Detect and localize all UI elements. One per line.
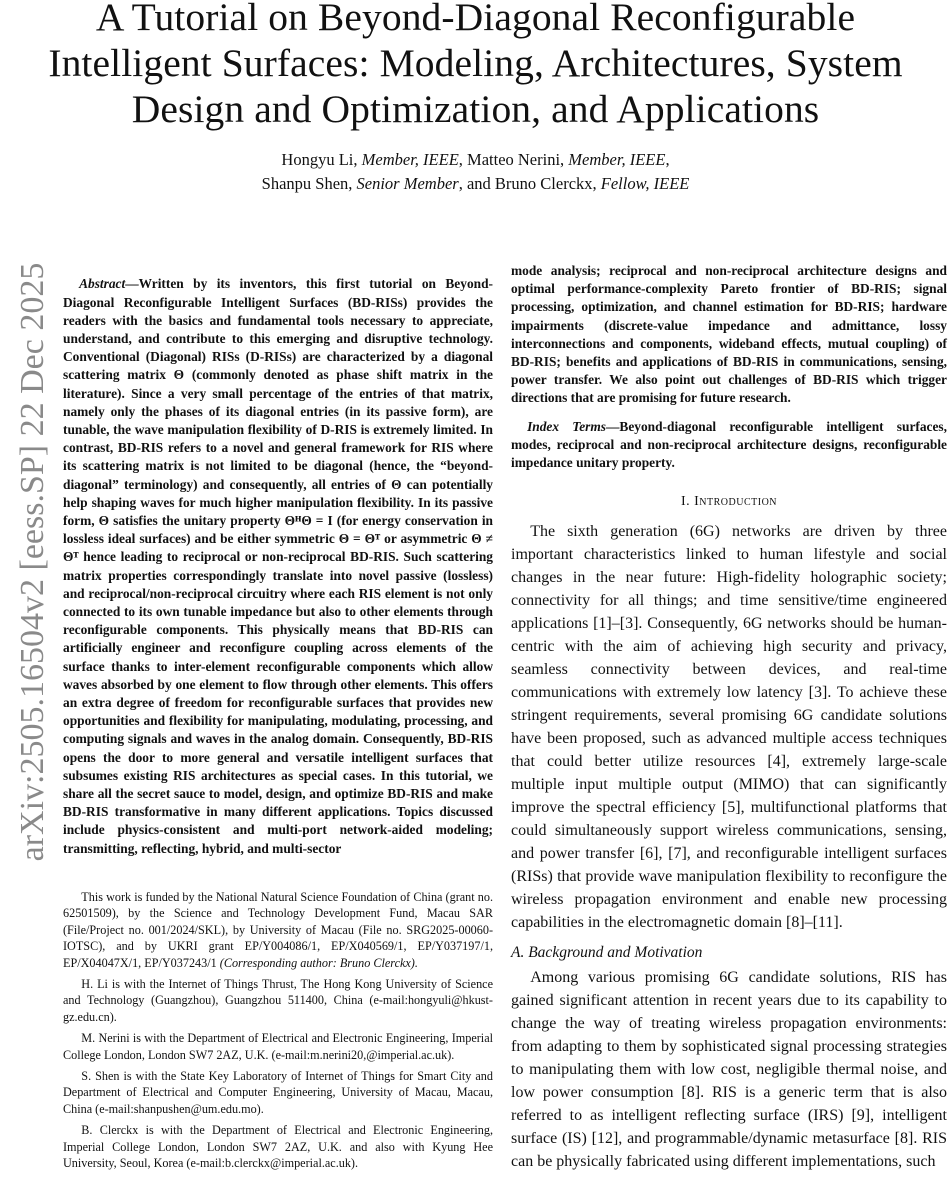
introduction-paragraph: The sixth generation (6G) networks are driven by three important characteristics linked to human lifestyle and social changes in the near future: High-fidelity holographic society; connectivity for all things; and time sensitive/time engineered applications [1]–[3]. Consequently, 6G networks should be human-centric with the aim of achieving high security and privacy, seamless connectivity between devices, and real-time communications with extremely low latency [3]. To achieve these stringent requirements, several promising 6G candidate solutions have been proposed, such as advanced multiple access techniques that could better utilize resources [4], extremely large-scale multiple input multiple output (MIMO) that can significantly improve the spectral efficiency [5], multifunctional platforms that could simultaneously support wireless communications, sensing, and power transfer [6], [7], and reconfigurable intelligent surfaces (RISs) that provide wave manipulation flexibility to reconfigure the wireless propagation environment and enable new processing capabilities in the electromagnetic domain [8]–[11]. (511, 523, 947, 932)
author-role: Member, IEEE (361, 150, 459, 169)
arxiv-identifier: arXiv:2505.16504v2 [eess.SP] 22 Dec 2025 (14, 262, 51, 862)
footnote-text: M. Nerini is with the Department of Electrical and Electronic Engineering, Imperial College London, London SW7 2AZ, U.K. (e-mail:m.nerini20,@imperial.ac.uk). (63, 1031, 493, 1062)
author-line-1: Hongyu Li, Member, IEEE, Matteo Nerini, Member, IEEE, (281, 150, 670, 169)
author-list (20, 148, 931, 196)
author-role: Senior Member (356, 174, 459, 193)
author-role: Member, IEEE (568, 150, 666, 169)
author-name: Hongyu Li (281, 150, 354, 169)
footnote-affiliation (63, 1030, 493, 1063)
footnote-text: H. Li is with the Internet of Things Thrust, The Hong Kong University of Science and Technology (Guangzhou), Guangzhou 511400, China (e-mail:hongyuli@hkust-gz.edu.cn). (63, 977, 493, 1024)
subsection-heading: A. Background and Motivation (511, 944, 703, 962)
footnotes (63, 889, 493, 1177)
abstract-label: Abstract (79, 276, 126, 292)
paper-title: A Tutorial on Beyond-Diagonal Reconfigurable Intelligent Surfaces: Modeling, Architectures, System Design and Optimization, and Applications (48, 0, 903, 131)
footnote-text: B. Clerckx is with the Department of Electrical and Electronic Engineering, Imperial College London, London SW7 2AZ, U.K. and also with Kyung Hee University, Seoul, Korea (e-mail:b.clerckx@imperial.ac.uk). (63, 1123, 493, 1171)
index-terms-label: Index Terms (527, 418, 606, 434)
abstract-continued: mode analysis; reciprocal and non-reciprocal architecture designs and optimal performance-complexity Pareto frontier of BD-RIS; signal processing, optimization, and channel estimation for BD-RIS; hardware impairments (discrete-value impedance and admittance, lossy interconnections and components, wideband effects, mutual coupling) of BD-RIS; benefits and applications of BD-RIS in communications, sensing, power transfer. We also point out challenges of BD-RIS which trigger directions that are promising for future research. (511, 263, 947, 406)
footnote-affiliation (63, 1122, 493, 1171)
subsection-paragraph: Among various promising 6G candidate solutions, RIS has gained significant attention in recent years due to its capability to change the way of treating wireless propagation environments: from adapting to them by sophisticated signal processing strategies to manipulating them with low cost, negligible thermal noise, and low power consumption [8]. RIS is a generic term that is also referred to as intelligent reflecting surface (IRS) [9], intelligent surface (IS) [12], and programmable/dynamic metasurface [8]. RIS can be physically fabricated using different implementations, such (511, 969, 947, 1171)
author-role: Fellow, IEEE (600, 174, 690, 193)
footnote-affiliation (63, 1068, 493, 1117)
footnote-text: This work is funded by the National Natural Science Foundation of China (grant no. 62501509), by the Science and Technology Development Fund, Macau SAR (File/Project no. 001/2024/SKL), by University of Macau (File no. SRG2025-00060-IOTSC), and by UKRI grant EP/Y004086/1, EP/X040569/1, EP/Y037197/1, EP/X04047X/1, EP/Y037243/1 (63, 890, 493, 970)
footnote-affiliation (63, 976, 493, 1025)
right-column (511, 262, 947, 1173)
author-line-2: Shanpu Shen, Senior Member, and Bruno Clerckx, Fellow, IEEE (261, 174, 690, 193)
abstract: Abstract—Written by its inventors, this first tutorial on Beyond-Diagonal Reconfigurable Intelligent Surfaces (BD-RISs) provides the readers with the basics and fundamental tools necessary to appreciate, understand, and contribute to this emerging and disruptive technology. Conventional (Diagonal) RISs (D-RISs) are characterized by a diagonal scattering matrix Θ (commonly denoted as phase shift matrix in the literature). Since a very small percentage of the entries of that matrix, namely only the phases of its diagonal entries (in its passive form), are tunable, the wave manipulation flexibility of D-RIS is extremely limited. In contrast, BD-RIS refers to a novel and general framework for RIS where its scattering matrix is not limited to be diagonal (hence, the “beyond-diagonal” terminology) and consequently, all entries of Θ can potentially help shaping waves for much higher manipulation flexibility. In its passive form, Θ satisfies the unitary property ΘᴴΘ = I (for energy conservation in lossless ideal surfaces) and be either symmetric Θ = Θᵀ or asymmetric Θ ≠ Θᵀ hence leading to reciprocal or non-reciprocal BD-RIS. Such scattering matrix properties correspondingly translate into novel passive (lossless) and reciprocal/non-reciprocal circuitry where each RIS element is not only connected to its own tunable impedance but also to other elements through reconfigurable components. This physically means that BD-RIS can artificially engineer and reconfigure coupling across elements of the surface thanks to inter-element reconfigurable components which allow waves absorbed by one element to flow through other elements. This offers an extra degree of freedom for reconfigurable surfaces that provides new opportunities and flexibility for manipulating, modulating, processing, and computing signals and waves in the analog domain. Consequently, BD-RIS opens the door to more general and versatile intelligent surfaces that subsumes existing RIS architectures as special cases. In this tutorial, we share all the secret sauce to model, design, and optimize BD-RIS and make BD-RIS transformative in many different applications. Topics discussed include physics-consistent and multi-port network-aided modeling; transmitting, reflecting, hybrid, and multi-sector (63, 276, 493, 856)
footnote-text: S. Shen is with the State Key Laboratory of Internet of Things for Smart City and Department of Electrical and Computer Engineering, University of Macau, Macau, China (e-mail:shanpushen@um.edu.mo). (63, 1069, 493, 1116)
author-name: Bruno Clerckx (494, 174, 593, 193)
abstract-text: Written by its inventors, this first tutorial on Beyond-Diagonal Reconfigurable Intelligent Surfaces (BD-RISs) provides the readers with the basics and fundamental tools necessary to appreciate, understand, and contribute to this emerging and disruptive technology. Conventional (Diagonal) RISs (D-RISs) are characterized by a diagonal scattering matrix Θ (commonly denoted as phase shift matrix in the literature). Since a very small percentage of the entries of that matrix, namely only the phases of its diagonal entries (in its passive form), are tunable, the wave manipulation flexibility of D-RIS is extremely limited. In contrast, BD-RIS refers to a novel and general framework for RIS where its scattering matrix is not limited to be diagonal (hence, the “beyond-diagonal” terminology) and consequently, all entries of Θ can potentially help shaping waves for much higher manipulation flexibility. In its passive form, Θ satisfies the unitary property ΘᴴΘ = I (for energy conservation in lossless ideal surfaces) and be either symmetric Θ = Θᵀ or asymmetric Θ ≠ Θᵀ hence leading to reciprocal or non-reciprocal BD-RIS. Such scattering matrix properties correspondingly translate into novel passive (lossless) and reciprocal/non-reciprocal circuitry where each RIS element is not only connected to its own tunable impedance but also to other elements through reconfigurable components. This physically means that BD-RIS can artificially engineer and reconfigure coupling across elements of the surface thanks to inter-element reconfigurable components which allow waves absorbed by one element to flow through other elements. This offers an extra degree of freedom for reconfigurable surfaces that provides new opportunities and flexibility for manipulating, modulating, processing, and computing signals and waves in the analog domain. Consequently, BD-RIS opens the door to more general and versatile intelligent surfaces that subsumes existing RIS architectures as special cases. In this tutorial, we share all the secret sauce to model, design, and optimize BD-RIS and make BD-RIS transformative in many different applications. Topics discussed include physics-consistent and multi-port network-aided modeling; transmitting, reflecting, hybrid, and multi-sector (63, 276, 493, 856)
author-name: Matteo Nerini (467, 150, 561, 169)
author-name: Shanpu Shen (261, 174, 349, 193)
footnote-corresponding: (Corresponding author: Bruno Clerckx). (219, 955, 418, 970)
index-terms: Index Terms—Beyond-diagonal reconfigurable intelligent surfaces, modes, reciprocal and non-reciprocal architecture designs, reconfigurable impedance unitary property. (511, 418, 947, 471)
index-terms-text: Beyond-diagonal reconfigurable intelligent surfaces, modes, reciprocal and non-reciprocal architecture designs, reconfigurable impedance unitary property. (511, 418, 947, 471)
footnote-funding (63, 889, 493, 971)
section-heading-introduction: I. Introduction (680, 494, 778, 510)
left-column (63, 262, 493, 871)
